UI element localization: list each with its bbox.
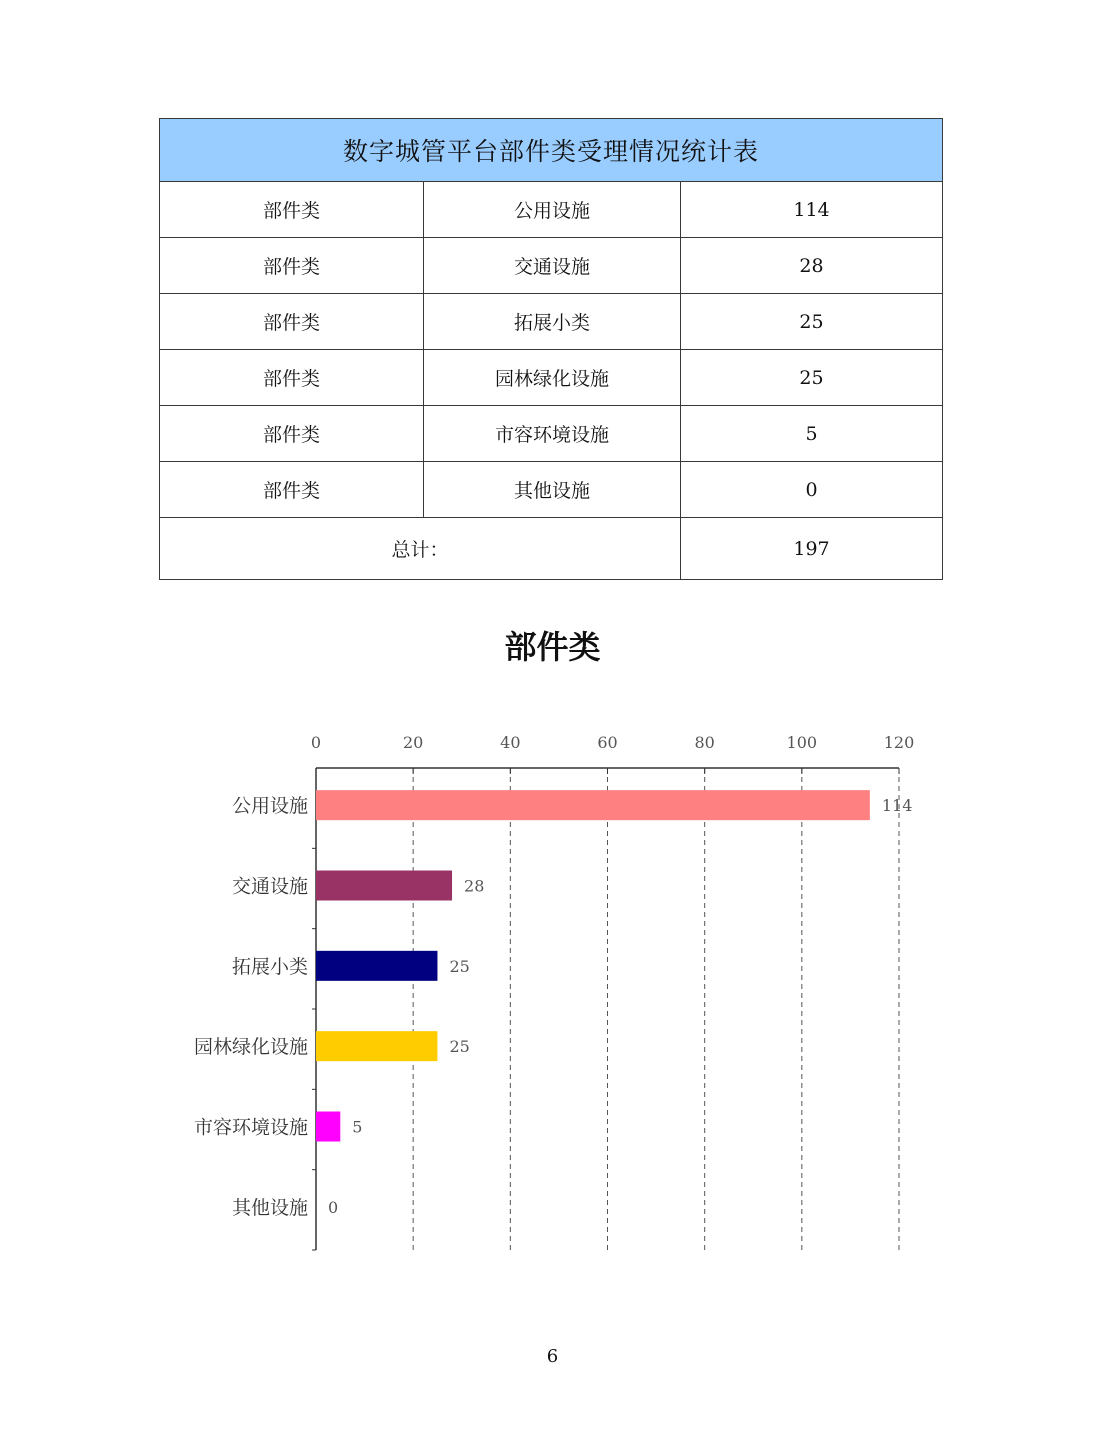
- table-cell: 拓展小类: [424, 294, 681, 350]
- x-tick-label: 60: [597, 733, 618, 752]
- bar: [316, 790, 870, 820]
- data-label: 5: [352, 1117, 363, 1137]
- table-cell: 部件类: [160, 294, 424, 350]
- table-cell: 部件类: [160, 406, 424, 462]
- bar: [316, 951, 437, 981]
- category-label: 园林绿化设施: [193, 1036, 308, 1059]
- table-row: [160, 182, 943, 238]
- page-number: 6: [546, 1346, 559, 1367]
- x-tick-label: 100: [786, 733, 818, 752]
- category-label: 交通设施: [231, 875, 308, 898]
- table-cell: 部件类: [160, 182, 424, 238]
- table-row: [160, 350, 943, 406]
- bar: [316, 871, 452, 901]
- statistics-table: [159, 118, 943, 580]
- category-label: 其他设施: [231, 1196, 308, 1219]
- data-label: 25: [449, 956, 470, 976]
- table-cell: 25: [681, 294, 943, 350]
- x-tick-label: 40: [500, 733, 521, 752]
- x-tick-label: 120: [883, 733, 915, 752]
- bar: [316, 1031, 437, 1061]
- total-value: 197: [681, 518, 943, 580]
- table-row: [160, 406, 943, 462]
- table-cell: 5: [681, 406, 943, 462]
- chart-title: 部件类: [504, 628, 601, 666]
- table-total-row: [160, 518, 943, 580]
- bar-chart: [0, 720, 1105, 1280]
- table-cell: 部件类: [160, 350, 424, 406]
- category-label: 拓展小类: [231, 955, 308, 978]
- table-cell: 0: [681, 462, 943, 518]
- table-cell: 28: [681, 238, 943, 294]
- table-cell: 114: [681, 182, 943, 238]
- data-label: 0: [328, 1197, 339, 1217]
- category-label: 公用设施: [231, 795, 308, 818]
- table-cell: 部件类: [160, 238, 424, 294]
- table-cell: 部件类: [160, 462, 424, 518]
- bar: [316, 1112, 340, 1142]
- table-cell: 公用设施: [424, 182, 681, 238]
- table-cell: 其他设施: [424, 462, 681, 518]
- table-cell: 25: [681, 350, 943, 406]
- table-cell: 交通设施: [424, 238, 681, 294]
- table-row: [160, 462, 943, 518]
- table-title: 数字城管平台部件类受理情况统计表: [160, 119, 943, 182]
- table-row: [160, 238, 943, 294]
- data-label: 114: [881, 796, 913, 816]
- table-cell: 园林绿化设施: [424, 350, 681, 406]
- x-tick-label: 20: [402, 733, 424, 752]
- x-tick-label: 0: [310, 733, 322, 752]
- category-label: 市容环境设施: [193, 1116, 308, 1139]
- x-tick-label: 80: [694, 733, 715, 752]
- table-row: [160, 294, 943, 350]
- table-cell: 市容环境设施: [424, 406, 681, 462]
- data-label: 28: [464, 876, 485, 896]
- data-label: 25: [449, 1037, 470, 1057]
- total-label: 总计：: [160, 518, 681, 580]
